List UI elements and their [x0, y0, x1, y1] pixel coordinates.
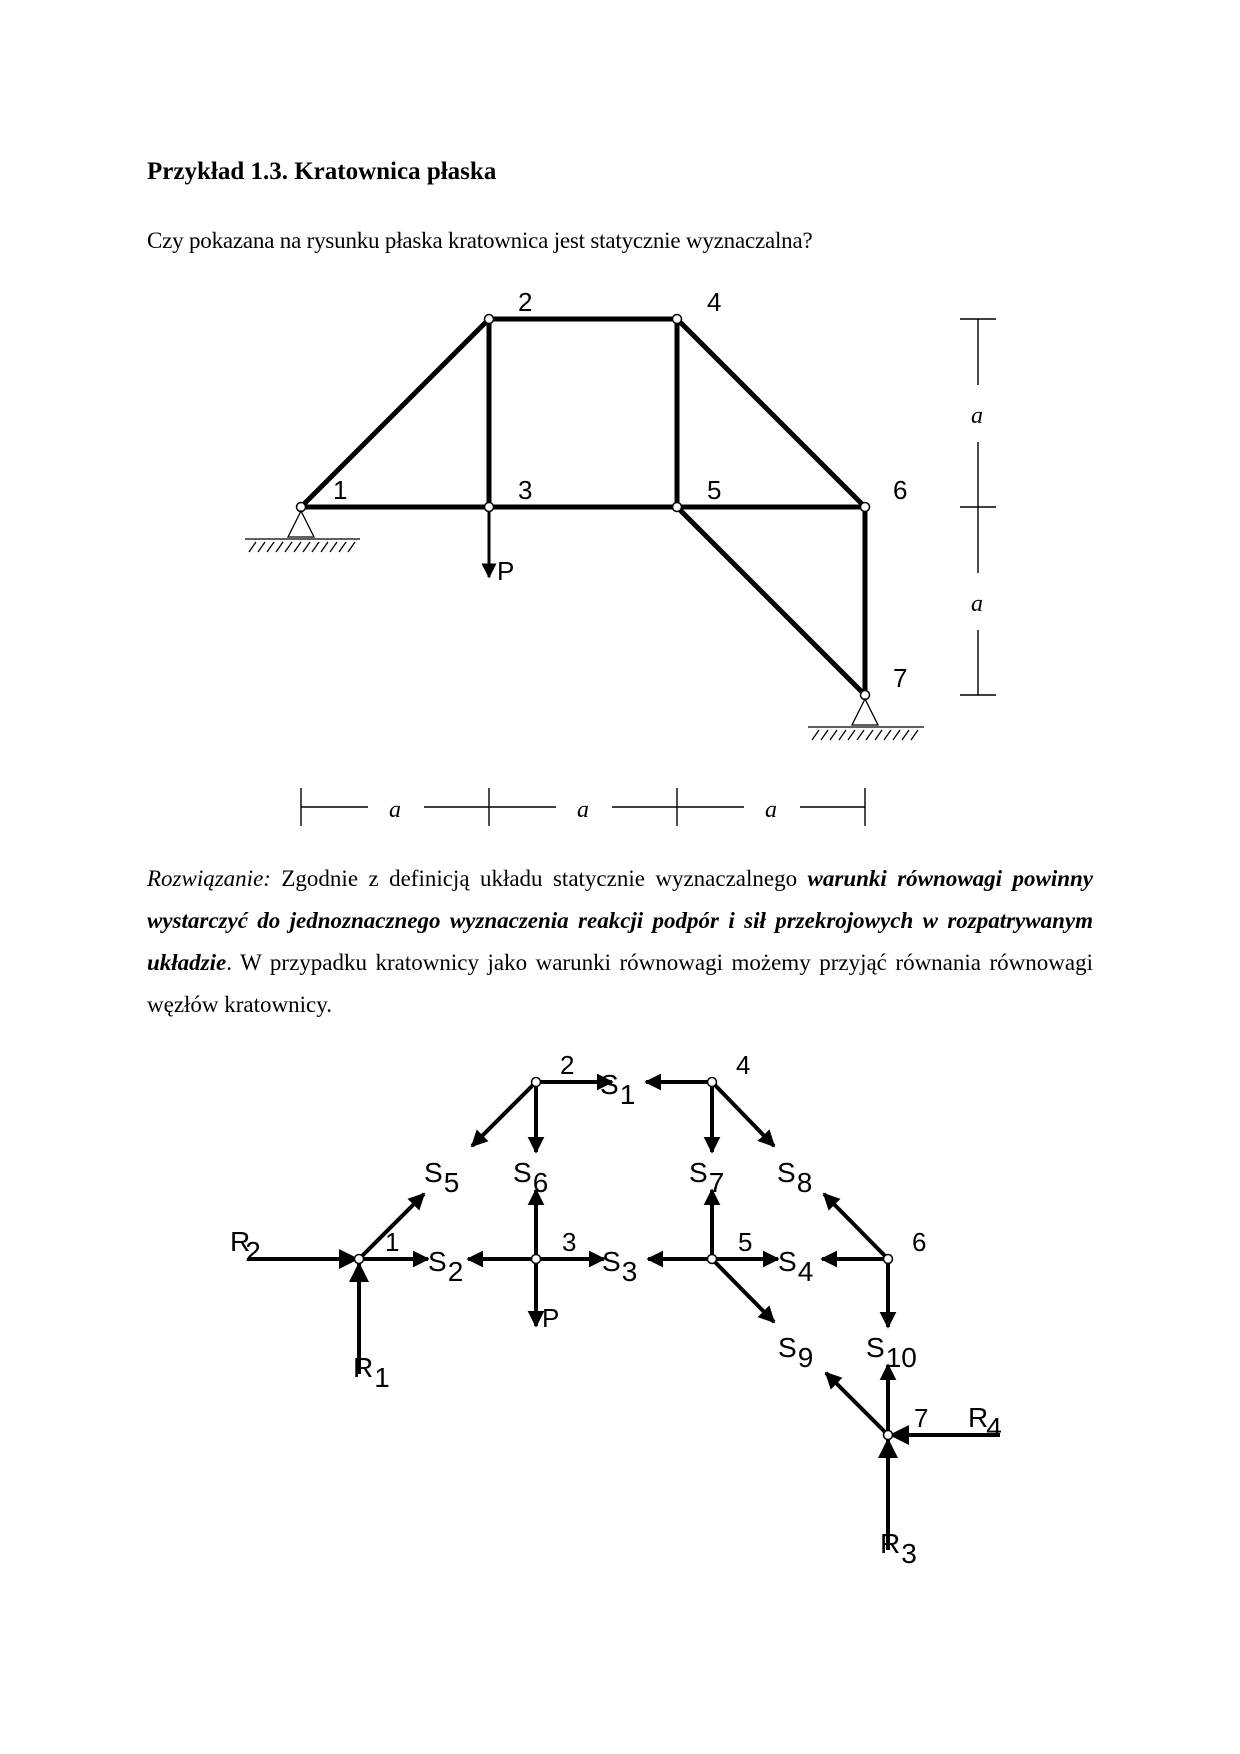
solution-emphasis: warunki równowagi powinny wystarczyć do jednoznacznego wyznaczenia reakcji podpór i sił przekrojowych w rozpatrywanym układzie: [147, 866, 1093, 975]
problem-question: Czy pokazana na rysunku płaska kratownica jest statycznie wyznaczalna?: [147, 228, 813, 253]
fbd-joint-4: [708, 1078, 717, 1087]
node-labels: [333, 287, 907, 693]
fbd-node-label-4: 4: [736, 1050, 751, 1080]
joint-5: [673, 503, 682, 512]
bar-4-6: [677, 319, 865, 507]
solution-paragraph: [147, 858, 1093, 1026]
fbd-joint-6: [884, 1255, 893, 1264]
page-title: Przykład 1.3. Kratownica płaska: [147, 158, 497, 185]
label-s8: S8: [777, 1157, 813, 1198]
label-r1: R1: [353, 1352, 390, 1393]
fbd-node-label-5: 5: [738, 1227, 753, 1257]
dim-label-horizontal-1: a: [389, 797, 401, 823]
fbd-node-label-7: 7: [914, 1403, 929, 1433]
fbd-joint-7: [884, 1431, 893, 1440]
label-s5: S5: [424, 1157, 460, 1198]
fbd-joint-5: [708, 1255, 717, 1264]
label-p-node3: P: [542, 1303, 560, 1333]
label-s3: S3: [602, 1246, 638, 1287]
solution-text-1: Zgodnie z definicją układu statycznie wyznaczalnego: [270, 866, 808, 891]
bar-5-7: [677, 507, 865, 695]
label-r4: R4: [968, 1402, 1002, 1443]
truss-bars: [301, 319, 865, 695]
node-label-4: 4: [707, 287, 722, 317]
fbd-joint-3: [532, 1255, 541, 1264]
pin-support-7: [808, 699, 924, 740]
node-label-6: 6: [893, 475, 908, 505]
label-s10: S10: [866, 1332, 917, 1373]
dim-label-vertical-lower: a: [971, 591, 983, 617]
node-label-1: 1: [333, 475, 348, 505]
force-arrow-s9-node7: [826, 1373, 888, 1435]
load-label-p: P: [497, 556, 515, 586]
node-label-3: 3: [518, 475, 533, 505]
fbd-joint-2: [532, 1078, 541, 1087]
force-arrow-s9-node5: [712, 1259, 774, 1322]
node-label-5: 5: [707, 475, 722, 505]
node-label-2: 2: [518, 287, 533, 317]
joint-3: [485, 503, 494, 512]
solution-text-2: . W przypadku kratownicy jako warunki równowagi możemy przyjąć równania równowagi węzłów kratownicy.: [147, 950, 1093, 1017]
label-s6: S6: [513, 1157, 549, 1198]
joint-force-diagram: [230, 1050, 1002, 1569]
dim-label-vertical-upper: a: [971, 403, 983, 429]
label-s1: S1: [600, 1069, 636, 1110]
joint-6: [861, 503, 870, 512]
vertical-dimension: [960, 319, 996, 695]
label-s2: S2: [428, 1246, 464, 1287]
label-s7: S7: [689, 1157, 725, 1198]
label-s4: S4: [778, 1246, 814, 1287]
fbd-joint-1: [355, 1255, 364, 1264]
label-s9: S9: [778, 1332, 814, 1373]
label-r2: R2: [230, 1226, 261, 1267]
joint-4: [673, 315, 682, 324]
fbd-node-label-2: 2: [560, 1050, 575, 1080]
fbd-node-labels: [385, 1050, 928, 1433]
force-arrow-s5-node2: [472, 1082, 536, 1146]
dim-label-horizontal-2: a: [577, 797, 589, 823]
pin-support-1: [245, 511, 360, 552]
fbd-node-label-6: 6: [912, 1227, 927, 1257]
node-label-7: 7: [893, 663, 908, 693]
fbd-node-label-1: 1: [385, 1227, 400, 1257]
label-r3: R3: [880, 1528, 917, 1569]
dim-label-horizontal-3: a: [765, 797, 777, 823]
fbd-node-label-3: 3: [562, 1227, 577, 1257]
joint-2: [485, 315, 494, 324]
force-arrow-s8-node6: [824, 1194, 888, 1259]
solution-lead: Rozwiązanie:: [147, 866, 271, 891]
force-arrow-s8-node4: [712, 1082, 774, 1146]
bar-1-2: [301, 319, 489, 507]
